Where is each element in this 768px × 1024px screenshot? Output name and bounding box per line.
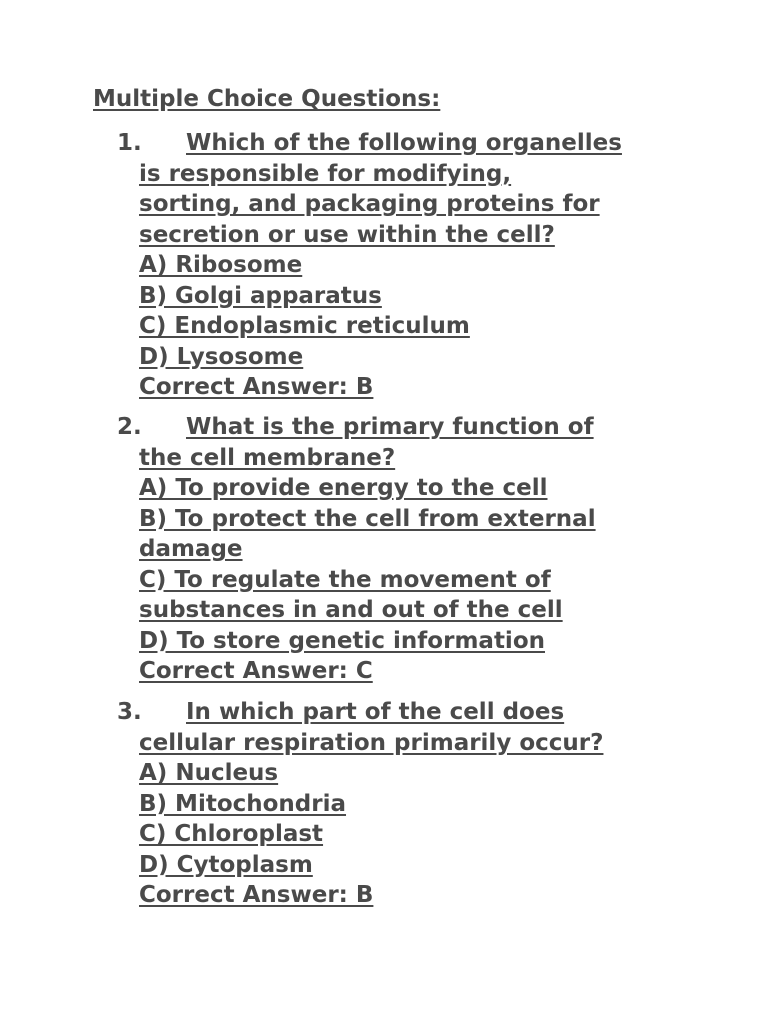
option-b: B) To protect the cell from external [139,505,596,532]
question-text-line: What is the primary function of [186,414,594,440]
option-a: A) Nucleus [139,760,279,786]
correct-answer: Correct Answer: B [139,374,374,400]
question-number: 1. [117,130,142,156]
option-c: C) Chloroplast [139,821,324,847]
question-text-line: Which of the following organelles [186,130,622,156]
question-text-line: sorting, and packaging proteins for [139,191,600,217]
question-number: 2. [117,414,142,440]
option-c: C) To regulate the movement of [139,566,551,593]
question-3 [117,697,737,911]
question-2 [117,412,737,687]
option-d: D) Cytoplasm [139,851,313,878]
correct-answer: Correct Answer: B [139,882,374,908]
option-d: D) To store genetic information [139,627,545,654]
question-1 [117,128,737,403]
option-c-continued: substances in and out of the cell [139,597,563,623]
option-a: A) Ribosome [139,252,303,278]
option-b-continued: damage [139,536,243,562]
question-text-line: is responsible for modifying, [139,160,512,187]
correct-answer: Correct Answer: C [139,658,373,684]
question-text-line: In which part of the cell does [186,699,565,725]
question-text-line: secretion or use within the cell? [139,221,555,248]
section-heading: Multiple Choice Questions: [93,86,441,112]
option-c: C) Endoplasmic reticulum [139,313,470,339]
option-b: B) Golgi apparatus [139,282,382,309]
option-a: A) To provide energy to the cell [139,475,548,501]
option-d: D) Lysosome [139,343,304,370]
option-b: B) Mitochondria [139,790,347,817]
question-text-line: the cell membrane? [139,444,396,471]
question-number: 3. [117,699,142,725]
question-text-line: cellular respiration primarily occur? [139,729,604,756]
